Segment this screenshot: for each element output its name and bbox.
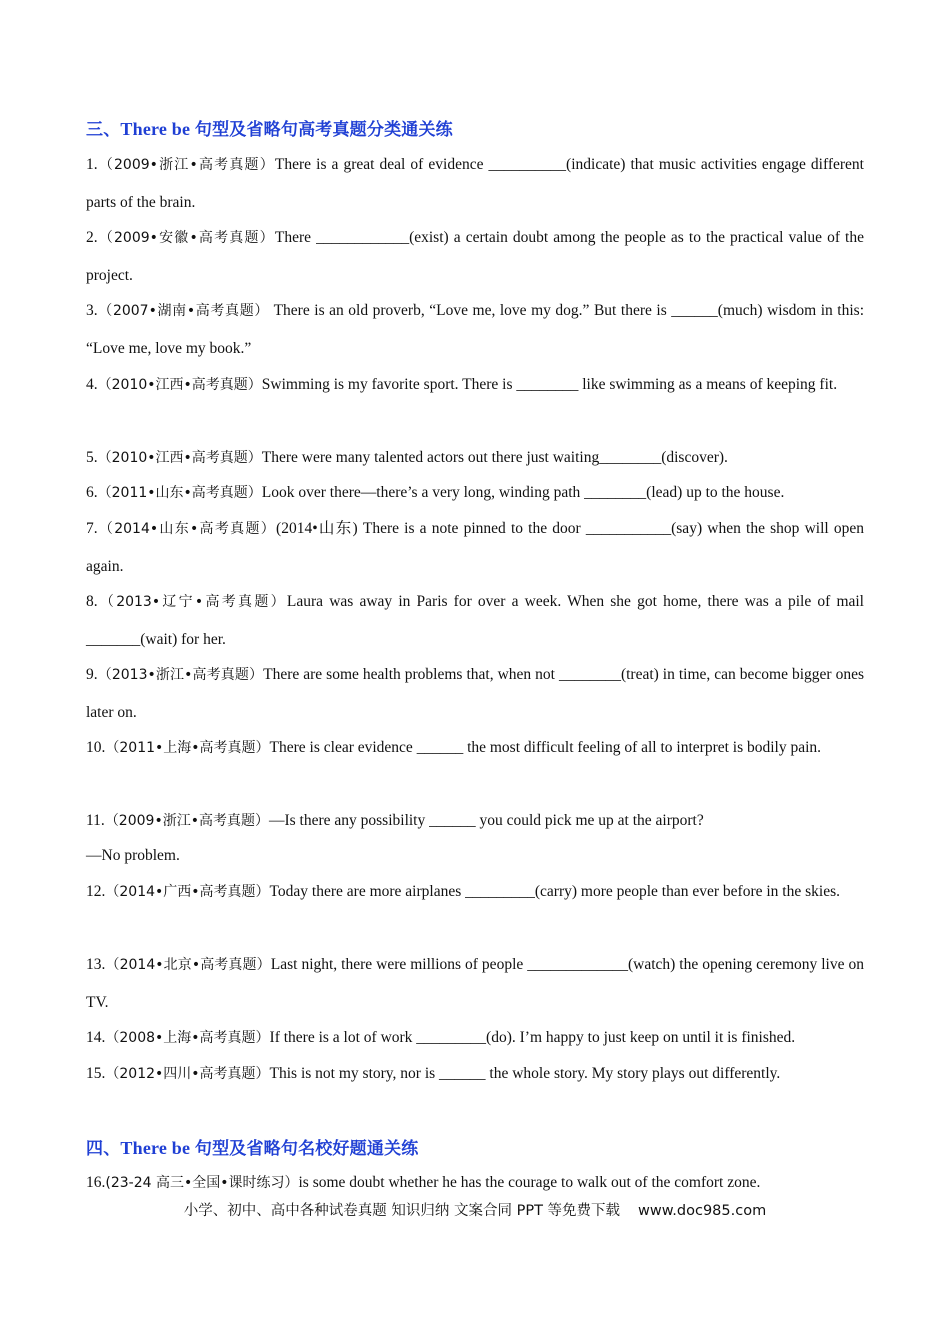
question-7: 7.（2014•山东•高考真题）(2014•山东) There is a note pinned to the door ___________(say) when the shop will open again.	[86, 520, 864, 575]
footer-url[interactable]: www.doc985.com	[638, 1203, 767, 1219]
question-2: 2.（2009•安徽•高考真题）There ____________(exist) a certain doubt among the people as to the practical value of the project.	[86, 229, 864, 284]
question-9: 9.（2013•浙江•高考真题）There are some health problems that, when not ________(treat) in time, can become bigger ones later on.	[86, 666, 864, 721]
question-8: 8.（2013•辽宁•高考真题）Laura was away in Paris for over a week. When she got home, there was a pile of mail _______(wait) for her.	[86, 593, 864, 648]
question-11-reply: —No problem.	[86, 847, 180, 864]
page-footer	[0, 1199, 950, 1220]
question-1: 1.（2009•浙江•高考真题）There is a great deal of evidence __________(indicate) that music activities engage different parts of the brain.	[86, 156, 864, 211]
footer-text: 小学、初中、高中各种试卷真题 知识归纳 文案合同 PPT 等免费下载	[183, 1203, 621, 1219]
question-12: 12.（2014•广西•高考真题）Today there are more airplanes _________(carry) more people than ever before in the skies.	[86, 883, 840, 900]
question-3: 3.（2007•湖南•高考真题） There is an old proverb, “Love me, love my dog.” But there is ______(much) wisdom in this: “Love me, love my book.”	[86, 302, 864, 357]
question-16: 16.(23-24 高三•全国•课时练习）is some doubt whether he has the courage to walk out of the comfort zone.	[86, 1174, 761, 1191]
question-13: 13.（2014•北京•高考真题）Last night, there were millions of people _____________(watch) the opening ceremony live on TV.	[86, 956, 864, 1011]
question-5: 5.（2010•江西•高考真题）There were many talented actors out there just waiting________(discover).	[86, 449, 728, 466]
question-6: 6.（2011•山东•高考真题）Look over there—there’s a very long, winding path ________(lead) up to the house.	[86, 484, 785, 501]
section-3-title: 三、There be 句型及省略句高考真题分类通关练	[86, 119, 453, 140]
question-15: 15.（2012•四川•高考真题）This is not my story, nor is ______ the whole story. My story plays out differently.	[86, 1065, 781, 1082]
section-4-title: 四、There be 句型及省略句名校好题通关练	[86, 1138, 419, 1159]
question-10: 10.（2011•上海•高考真题）There is clear evidence ______ the most difficult feeling of all to interpret is bodily pain.	[86, 739, 822, 756]
question-4: 4.（2010•江西•高考真题）Swimming is my favorite sport. There is ________ like swimming as a means of keeping fit.	[86, 376, 838, 393]
question-14: 14.（2008•上海•高考真题）If there is a lot of work _________(do). I’m happy to just keep on until it is finished.	[86, 1029, 796, 1046]
question-11: 11.（2009•浙江•高考真题）—Is there any possibility ______ you could pick me up at the airport?	[86, 812, 704, 829]
